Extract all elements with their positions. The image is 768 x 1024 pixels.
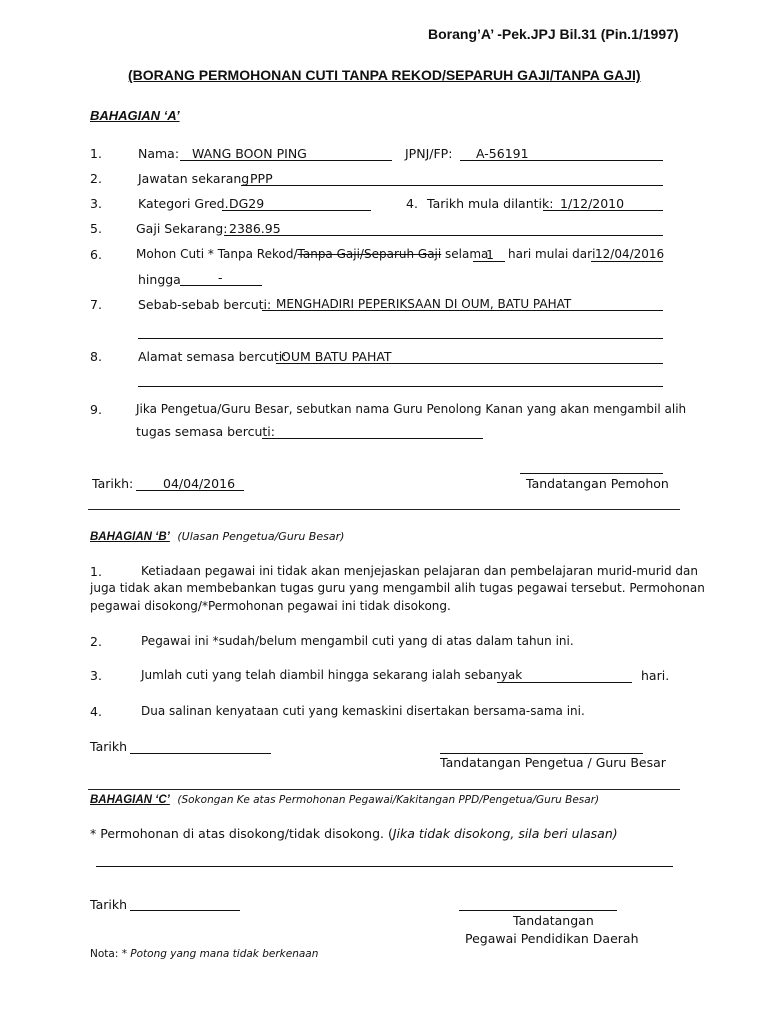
start-date-line	[591, 261, 663, 262]
start-date-field[interactable]: 12/04/2016	[595, 247, 665, 261]
support-statement	[90, 826, 618, 841]
b-item4-number: 4.	[90, 704, 102, 719]
until-field[interactable]: -	[218, 270, 223, 285]
b-item1-line1: Ketiadaan pegawai ini tidak akan menjejaskan pelajaran dan pembelajaran murid-murid dan	[141, 564, 698, 578]
item9-number: 9.	[90, 402, 102, 417]
item7-number: 7.	[90, 297, 102, 312]
grade-field[interactable]: DG29	[229, 196, 265, 211]
part-c-subtitle: (Sokongan Ke atas Permohonan Pegawai/Kakitangan PPD/Pengetua/Guru Besar)	[177, 794, 600, 806]
footnote-label: Nota:	[90, 948, 122, 960]
divider-b-c	[88, 789, 680, 790]
position-field[interactable]: PPP	[250, 171, 273, 186]
b-item3-suffix: hari.	[641, 668, 670, 683]
reason-label: Sebab-sebab bercuti:	[138, 297, 272, 312]
part-c-header	[90, 793, 599, 806]
footnote-text: * Potong yang mana tidak berkenaan	[121, 948, 319, 960]
principal-date-field[interactable]	[130, 753, 271, 754]
remarks-field[interactable]	[96, 866, 673, 867]
applicant-signature-label: Tandatangan Pemohon	[526, 476, 669, 491]
b-item1-line2: juga tidak akan membebankan tugas guru yang mengambil alih tugas pegawai tersebut. Permohonan	[90, 581, 705, 595]
deputy-field[interactable]	[262, 438, 483, 439]
support-statement-note: Jika tidak disokong, sila beri ulasan)	[392, 826, 618, 841]
form-code: Borang’A’ -Pek.JPJ Bil.31 (Pin.1/1997)	[428, 26, 679, 42]
item3-number: 3.	[90, 196, 102, 211]
leave-taken-field[interactable]	[497, 682, 632, 683]
form-title: (BORANG PERMOHONAN CUTI TANPA REKOD/SEPARUH GAJI/TANPA GAJI)	[128, 67, 641, 83]
principal-signature-label: Tandatangan Pengetua / Guru Besar	[440, 755, 666, 770]
deputy-question-line2: tugas semasa bercuti:	[136, 424, 275, 439]
position-label: Jawatan sekarang	[138, 171, 250, 186]
b-item1-line3: pegawai disokong/*Permohonan pegawai ini tidak disokong.	[90, 599, 451, 613]
salary-field[interactable]: 2386.95	[229, 221, 281, 236]
until-label: hingga	[138, 272, 181, 287]
item8-number: 8.	[90, 349, 102, 364]
support-statement-text: * Permohonan di atas disokong/tidak disokong. (	[90, 826, 393, 841]
b-item4-text: Dua salinan kenyataan cuti yang kemaskini disertakan bersama-sama ini.	[141, 704, 585, 718]
address-line-2[interactable]	[138, 386, 663, 387]
address-field[interactable]: OUM BATU PAHAT	[281, 349, 392, 364]
appointment-date-label: Tarikh mula dilantik:	[427, 196, 554, 211]
b-item3-number: 3.	[90, 668, 102, 683]
district-signature-line[interactable]	[459, 910, 617, 911]
name-field[interactable]: WANG BOON PING	[192, 146, 307, 161]
b-item3-text: Jumlah cuti yang telah diambil hingga sekarang ialah sebanyak	[141, 668, 523, 682]
appointment-date-field[interactable]: 1/12/2010	[560, 196, 625, 211]
item5-number: 5.	[90, 221, 102, 236]
district-officer-label: Pegawai Pendidikan Daerah	[465, 931, 639, 946]
district-date-field[interactable]	[130, 910, 240, 911]
until-line	[180, 285, 262, 286]
district-date-label: Tarikh	[90, 897, 127, 912]
footnote	[90, 948, 318, 960]
part-b-subtitle: (Ulasan Pengetua/Guru Besar)	[177, 530, 345, 543]
leave-type-text	[136, 247, 488, 261]
principal-date-label: Tarikh	[90, 739, 127, 754]
salary-label: Gaji Sekarang:	[136, 221, 228, 236]
deputy-question-line1: Jika Pengetua/Guru Besar, sebutkan nama Guru Penolong Kanan yang akan mengambil alih	[136, 402, 687, 416]
item6-number: 6.	[90, 247, 102, 262]
item1-number: 1.	[90, 146, 102, 161]
item2-number: 2.	[90, 171, 102, 186]
district-signature-label: Tandatangan	[513, 913, 594, 928]
jpnj-field[interactable]: A-56191	[476, 146, 529, 161]
leave-type-struck: Tanpa Gaji/Separuh Gaji	[297, 247, 442, 261]
position-line	[241, 185, 663, 186]
b-item1-number: 1.	[90, 564, 102, 579]
address-label: Alamat semasa bercuti:	[138, 349, 287, 364]
applicant-date-label: Tarikh:	[92, 476, 134, 491]
duration-label: selama	[441, 247, 489, 261]
principal-signature-line[interactable]	[440, 753, 643, 754]
b-item2-text: Pegawai ini *sudah/belum mengambil cuti yang di atas dalam tahun ini.	[141, 634, 574, 648]
applicant-date-field[interactable]: 04/04/2016	[163, 476, 236, 491]
grade-label: Kategori Gred.	[138, 196, 229, 211]
days-field[interactable]: 1	[486, 247, 494, 262]
divider-a-b	[88, 509, 680, 510]
item4-number: 4.	[406, 196, 418, 211]
reason-field[interactable]: MENGHADIRI PEPERIKSAAN DI OUM, BATU PAHAT	[276, 297, 572, 311]
part-c-heading: BAHAGIAN ‘C’	[90, 794, 170, 806]
applicant-signature-line[interactable]	[520, 473, 663, 474]
part-a-heading: BAHAGIAN ‘A’	[90, 108, 180, 123]
part-b-heading: BAHAGIAN ‘B’	[90, 531, 170, 543]
part-b-header	[90, 530, 344, 543]
reason-line-2[interactable]	[138, 338, 663, 339]
jpnj-label: JPNJ/FP:	[405, 146, 453, 161]
start-date-label: hari mulai dari	[508, 247, 596, 261]
salary-line	[224, 235, 663, 236]
leave-type-label: Mohon Cuti * Tanpa Rekod/	[136, 247, 298, 261]
b-item2-number: 2.	[90, 634, 102, 649]
name-label: Nama:	[138, 146, 180, 161]
